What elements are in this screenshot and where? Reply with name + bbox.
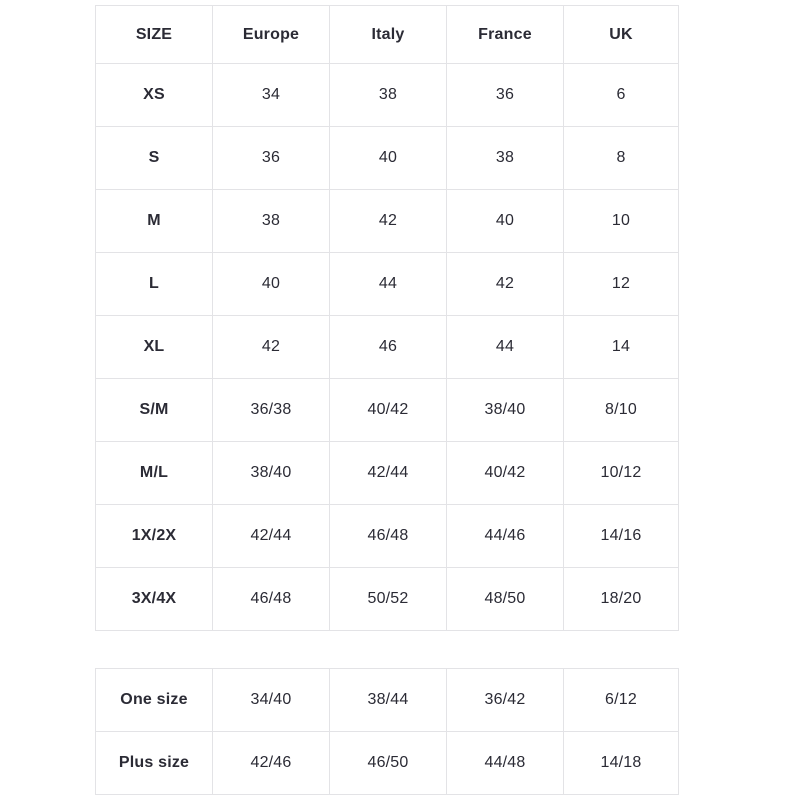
cell-italy: 40/42 (330, 379, 447, 442)
cell-italy: 42 (330, 190, 447, 253)
row-label: 1X/2X (96, 505, 213, 568)
cell-france: 48/50 (447, 568, 564, 631)
cell-europe: 34/40 (213, 669, 330, 732)
cell-europe: 42/46 (213, 732, 330, 795)
cell-italy: 42/44 (330, 442, 447, 505)
cell-italy: 46/50 (330, 732, 447, 795)
cell-france: 38 (447, 127, 564, 190)
cell-europe: 42 (213, 316, 330, 379)
cell-uk: 14/18 (564, 732, 679, 795)
cell-france: 44/48 (447, 732, 564, 795)
table-row (96, 316, 679, 379)
cell-france: 38/40 (447, 379, 564, 442)
cell-france: 36/42 (447, 669, 564, 732)
cell-europe: 38 (213, 190, 330, 253)
table-row (96, 732, 679, 795)
table-row (96, 127, 679, 190)
row-label: M (96, 190, 213, 253)
row-label: S/M (96, 379, 213, 442)
cell-uk: 10/12 (564, 442, 679, 505)
row-label: XS (96, 64, 213, 127)
table-row (96, 253, 679, 316)
cell-italy: 46 (330, 316, 447, 379)
row-label: S (96, 127, 213, 190)
cell-france: 40/42 (447, 442, 564, 505)
cell-europe: 34 (213, 64, 330, 127)
cell-uk: 6 (564, 64, 679, 127)
cell-europe: 46/48 (213, 568, 330, 631)
column-header-france: France (447, 6, 564, 64)
cell-italy: 46/48 (330, 505, 447, 568)
table-row (96, 442, 679, 505)
row-label: XL (96, 316, 213, 379)
cell-europe: 38/40 (213, 442, 330, 505)
table-row (96, 505, 679, 568)
row-label: Plus size (96, 732, 213, 795)
cell-france: 42 (447, 253, 564, 316)
table-header-row (96, 6, 679, 64)
cell-italy: 50/52 (330, 568, 447, 631)
cell-uk: 18/20 (564, 568, 679, 631)
column-header-europe: Europe (213, 6, 330, 64)
cell-italy: 44 (330, 253, 447, 316)
cell-europe: 40 (213, 253, 330, 316)
cell-uk: 8/10 (564, 379, 679, 442)
cell-uk: 12 (564, 253, 679, 316)
cell-uk: 14/16 (564, 505, 679, 568)
cell-france: 36 (447, 64, 564, 127)
table-row (96, 190, 679, 253)
cell-europe: 42/44 (213, 505, 330, 568)
column-header-italy: Italy (330, 6, 447, 64)
column-header-uk: UK (564, 6, 679, 64)
column-header-size: SIZE (96, 6, 213, 64)
row-label: 3X/4X (96, 568, 213, 631)
table-row (96, 669, 679, 732)
row-label: One size (96, 669, 213, 732)
cell-france: 44 (447, 316, 564, 379)
cell-uk: 10 (564, 190, 679, 253)
cell-france: 40 (447, 190, 564, 253)
size-conversion-table (95, 5, 679, 631)
cell-france: 44/46 (447, 505, 564, 568)
cell-europe: 36/38 (213, 379, 330, 442)
cell-europe: 36 (213, 127, 330, 190)
cell-uk: 6/12 (564, 669, 679, 732)
cell-uk: 14 (564, 316, 679, 379)
row-label: L (96, 253, 213, 316)
row-label: M/L (96, 442, 213, 505)
cell-italy: 40 (330, 127, 447, 190)
table-row (96, 379, 679, 442)
cell-uk: 8 (564, 127, 679, 190)
cell-italy: 38 (330, 64, 447, 127)
table-row (96, 64, 679, 127)
cell-italy: 38/44 (330, 669, 447, 732)
special-sizes-table (95, 668, 679, 795)
table-row (96, 568, 679, 631)
